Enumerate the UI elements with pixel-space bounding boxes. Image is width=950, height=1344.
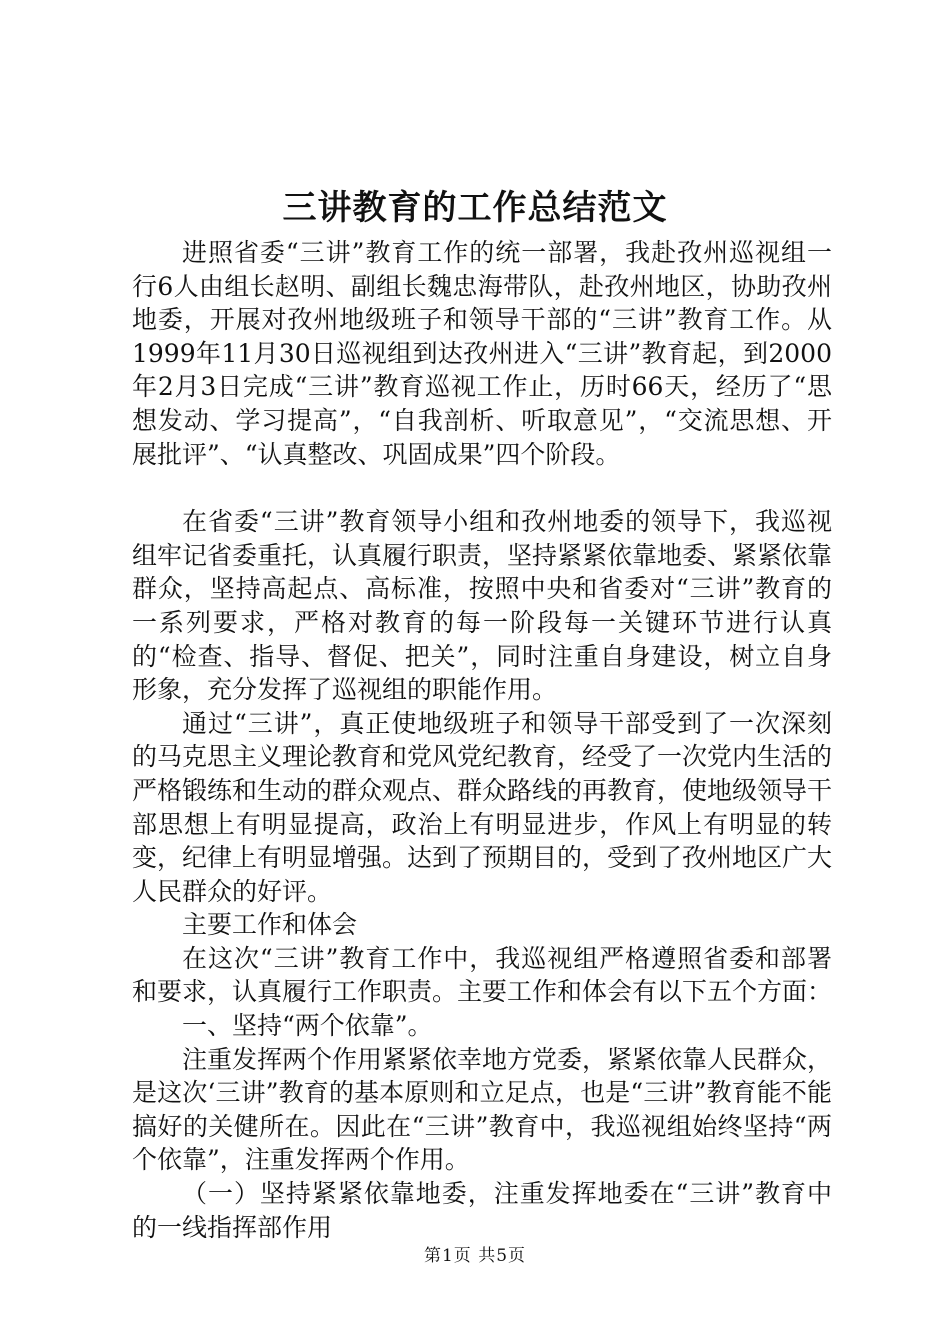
- paragraph-leadership: 在省委“三讲”教育领导小组和孜州地委的领导下，我巡视组牢记省委重托，认真履行职责，坚持紧紧依靠地委、紧紧依靠群众，坚持高起点、高标准，按照中央和省委对“三讲”教育的一系列要求，严格对教育的每一阶段每一关键环节进行认真的“检查、指导、督促、把关”，同时注重自身建设，树立自身形象，充分发挥了巡视组的职能作用。: [132, 507, 833, 705]
- paragraph-overview: 在这次“三讲”教育工作中，我巡视组严格遵照省委和部署和要求，认真履行工作职责。主要工作和体会有以下五个方面：: [132, 943, 833, 1007]
- section-heading-point-one: 一、坚持“两个依靠”。: [182, 1011, 433, 1041]
- document-body: [132, 236, 832, 1244]
- page-number-footer: 第1页 共5页: [423, 1246, 527, 1266]
- paragraph-two-reliances: 注重发挥两个作用紧紧依幸地方党委，紧紧依靠人民群众，是这次‘三讲”教育的基本原则和立足点，也是“三讲”教育能不能搞好的关健所在。因此在“三讲”教育中，我巡视组始终坚持“两个依靠”，注重发挥两个作用。: [132, 1044, 833, 1175]
- document-title: 三讲教育的工作总结范文: [282, 188, 668, 228]
- subsection-heading-one: （一）坚持紧紧依靠地委，注重发挥地委在“三讲”教育中的一线指挥部作用: [132, 1179, 832, 1242]
- section-heading-main-work: 主要工作和体会: [182, 910, 358, 940]
- paragraph-intro: 进照省委“三讲”教育工作的统一部署，我赴孜州巡视组一行6人由组长赵明、副组长魏忠海带队，赴孜州地区，协助孜州地委，开展对孜州地级班子和领导干部的“三讲”教育工作。从1999年11月30日巡视组到达孜州进入“三讲”教育起，到2000年2月3日完成“三讲”教育巡视工作止，历时66天，经历了“思想发动、学习提高”，“自我剖析、听取意见”，“交流思想、开展批评”、“认真整改、巩固成果”四个阶段。: [132, 238, 832, 469]
- paragraph-gap: [132, 471, 832, 505]
- paragraph-results: 通过“三讲”，真正使地级班子和领导干部受到了一次深刻的马克思主义理论教育和党风党纪教育，经受了一次党内生活的严格锻练和生动的群众观点、群众路线的再教育，使地级领导干部思想上有明显提高，政治上有明显进步，作风上有明显的转变，纪律上有明显增强。达到了预期目的，受到了孜州地区广大人民群众的好评。: [132, 708, 833, 906]
